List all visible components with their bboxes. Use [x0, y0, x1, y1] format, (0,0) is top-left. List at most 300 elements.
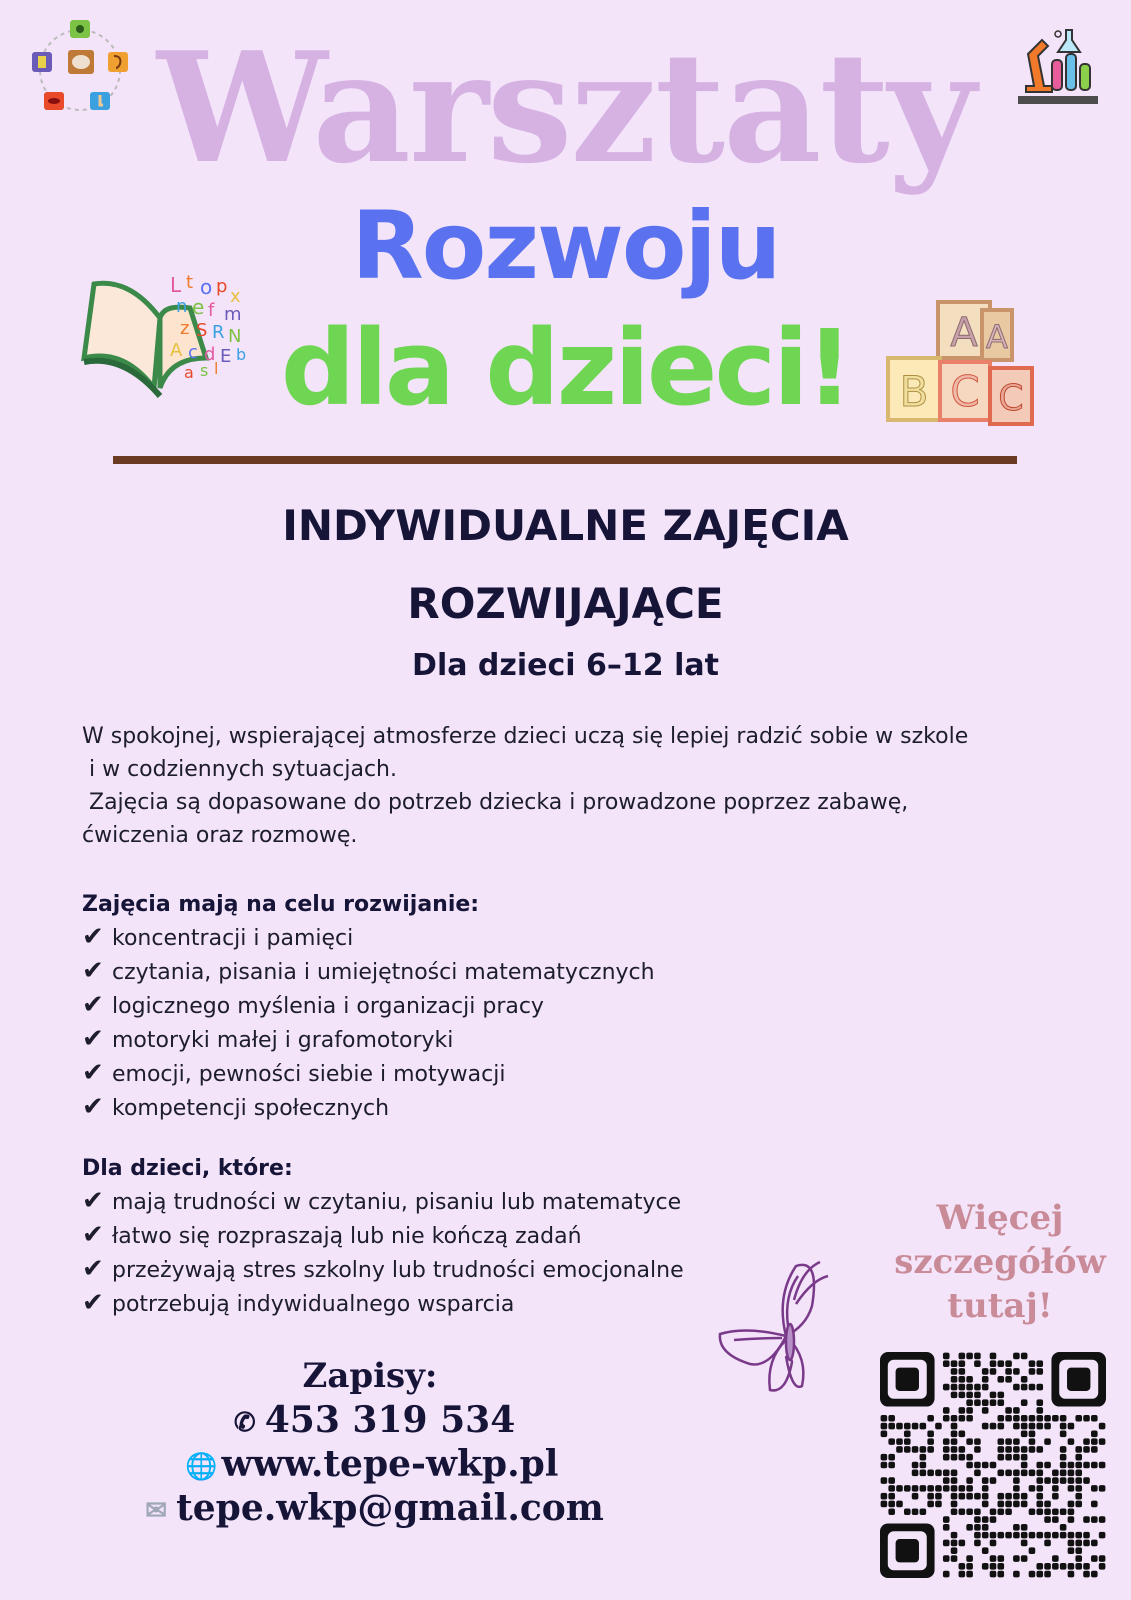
qr-module: [951, 1508, 958, 1515]
qr-module: [1060, 1563, 1067, 1570]
qr-module: [997, 1532, 1004, 1539]
qr-module: [982, 1462, 989, 1469]
qr-module: [1068, 1438, 1075, 1445]
qr-module: [1013, 1555, 1020, 1562]
checkmark-icon: ✔: [82, 1024, 104, 1054]
qr-module: [1052, 1477, 1059, 1484]
svg-text:o: o: [200, 275, 213, 299]
qr-module: [951, 1392, 958, 1399]
qr-module: [1029, 1384, 1036, 1391]
qr-module: [1068, 1462, 1075, 1469]
qr-module: [990, 1368, 997, 1375]
qr-module: [1099, 1462, 1106, 1469]
qr-module: [1005, 1454, 1012, 1461]
qr-module: [990, 1555, 997, 1562]
svg-text:e: e: [192, 295, 205, 319]
qr-module: [1044, 1415, 1051, 1422]
list-item: ✔ koncentracji i pamięci: [82, 922, 354, 952]
qr-module: [966, 1571, 973, 1578]
qr-module: [966, 1555, 973, 1562]
qr-module: [1068, 1477, 1075, 1484]
qr-module: [1091, 1501, 1098, 1508]
qr-module: [1005, 1469, 1012, 1476]
intro-line: W spokojnej, wspierającej atmosferze dzieci uczą się lepiej radzić sobie w szkole: [82, 724, 969, 749]
block-letter: A: [986, 318, 1008, 356]
qr-module: [1075, 1532, 1082, 1539]
qr-module: [997, 1446, 1004, 1453]
qr-module: [1029, 1446, 1036, 1453]
qr-module: [997, 1454, 1004, 1461]
qr-module: [966, 1462, 973, 1469]
qr-module: [974, 1438, 981, 1445]
qr-module: [990, 1462, 997, 1469]
qr-module: [1044, 1540, 1051, 1547]
qr-module: [1036, 1399, 1043, 1406]
qr-module: [888, 1454, 895, 1461]
qr-module: [1052, 1485, 1059, 1492]
qr-module: [1083, 1540, 1090, 1547]
checkmark-icon: ✔: [82, 922, 104, 952]
qr-module: [888, 1438, 895, 1445]
heading-line-2: ROZWIJAJĄCE: [407, 579, 724, 628]
qr-module: [1013, 1368, 1020, 1375]
qr-module: [1052, 1508, 1059, 1515]
qr-module: [1052, 1563, 1059, 1570]
qr-module: [997, 1501, 1004, 1508]
qr-module: [1021, 1555, 1028, 1562]
qr-module: [1036, 1501, 1043, 1508]
qr-module: [927, 1431, 934, 1438]
qr-module: [1029, 1360, 1036, 1367]
svg-text:f: f: [208, 300, 215, 321]
qr-module: [966, 1563, 973, 1570]
qr-module: [1044, 1563, 1051, 1570]
qr-module: [1068, 1508, 1075, 1515]
qr-module: [1091, 1485, 1098, 1492]
svg-text:E: E: [220, 346, 232, 367]
qr-module: [943, 1485, 950, 1492]
qr-module: [1052, 1469, 1059, 1476]
qr-module: [1036, 1571, 1043, 1578]
qr-module: [1005, 1438, 1012, 1445]
qr-module: [959, 1493, 966, 1500]
qr-module: [904, 1446, 911, 1453]
qr-module: [1029, 1532, 1036, 1539]
intro-line: Zajęcia są dopasowane do potrzeb dziecka i prowadzone poprzez zabawę,: [82, 790, 909, 815]
svg-text:t: t: [186, 272, 194, 293]
qr-module: [982, 1563, 989, 1570]
qr-module: [1044, 1477, 1051, 1484]
qr-module: [966, 1454, 973, 1461]
svg-text:m: m: [224, 304, 242, 325]
qr-module: [1083, 1571, 1090, 1578]
qr-module: [1075, 1555, 1082, 1562]
qr-module: [997, 1563, 1004, 1570]
qr-module: [1013, 1477, 1020, 1484]
qr-module: [997, 1399, 1004, 1406]
qr-module: [1013, 1384, 1020, 1391]
qr-module: [959, 1454, 966, 1461]
qr-module: [888, 1415, 895, 1422]
qr-module: [943, 1446, 950, 1453]
qr-module: [904, 1438, 911, 1445]
qr-module: [943, 1407, 950, 1414]
list-item: ✔ mają trudności w czytaniu, pisaniu lub matematyce: [82, 1186, 682, 1216]
qr-module: [959, 1415, 966, 1422]
qr-module: [974, 1508, 981, 1515]
qr-module: [982, 1407, 989, 1414]
qr-module: [966, 1353, 973, 1360]
qr-module: [943, 1477, 950, 1484]
qr-module: [966, 1524, 973, 1531]
qr-module: [1091, 1415, 1098, 1422]
qr-module: [912, 1485, 919, 1492]
qr-module: [1005, 1360, 1012, 1367]
qr-module: [1036, 1462, 1043, 1469]
svg-text:s: s: [200, 361, 209, 380]
list-item: ✔ logicznego myślenia i organizacji pracy: [82, 990, 544, 1020]
title-line-1: Warsztaty: [156, 18, 975, 197]
checkmark-icon: ✔: [82, 1254, 104, 1284]
svg-text:a: a: [184, 363, 194, 382]
qr-module: [990, 1508, 997, 1515]
qr-module: [951, 1376, 958, 1383]
qr-module: [990, 1353, 997, 1360]
qr-module: [1075, 1415, 1082, 1422]
qr-module: [943, 1438, 950, 1445]
qr-module: [943, 1384, 950, 1391]
qr-module: [1060, 1477, 1067, 1484]
qr-module: [1060, 1462, 1067, 1469]
qr-module: [1036, 1493, 1043, 1500]
qr-module: [997, 1508, 1004, 1515]
qr-module: [927, 1415, 934, 1422]
qr-finder: [896, 1539, 919, 1562]
qr-module: [1021, 1501, 1028, 1508]
qr-module: [1029, 1415, 1036, 1422]
list-item: ✔ emocji, pewności siebie i motywacji: [82, 1058, 506, 1088]
qr-module: [1083, 1462, 1090, 1469]
qr-module: [1068, 1485, 1075, 1492]
qr-module: [974, 1360, 981, 1367]
qr-module: [1013, 1501, 1020, 1508]
qr-module: [881, 1477, 888, 1484]
qr-module: [1044, 1462, 1051, 1469]
qr-module: [1021, 1469, 1028, 1476]
globe-icon: 🌐: [185, 1452, 218, 1482]
qr-module: [1005, 1493, 1012, 1500]
qr-module: [959, 1446, 966, 1453]
kids-title: Dla dzieci, które:: [82, 1156, 293, 1181]
qr-module: [982, 1547, 989, 1554]
qr-module: [1036, 1485, 1043, 1492]
qr-module: [1021, 1415, 1028, 1422]
qr-module: [1036, 1446, 1043, 1453]
qr-module: [1013, 1353, 1020, 1360]
qr-module: [1099, 1485, 1106, 1492]
qr-module: [927, 1446, 934, 1453]
qr-module: [982, 1423, 989, 1430]
qr-module: [1091, 1431, 1098, 1438]
qr-module: [1068, 1571, 1075, 1578]
qr-module: [1005, 1501, 1012, 1508]
qr-module: [1036, 1407, 1043, 1414]
qr-module: [1013, 1446, 1020, 1453]
qr-module: [990, 1571, 997, 1578]
qr-module: [1021, 1462, 1028, 1469]
qr-module: [966, 1399, 973, 1406]
qr-module: [1021, 1493, 1028, 1500]
qr-module: [966, 1392, 973, 1399]
qr-module: [974, 1399, 981, 1406]
qr-module: [1052, 1415, 1059, 1422]
checkmark-icon: ✔: [82, 990, 104, 1020]
qr-module: [1021, 1540, 1028, 1547]
qr-module: [1029, 1547, 1036, 1554]
qr-module: [1005, 1508, 1012, 1515]
intro-line: i w codziennych sytuacjach.: [82, 757, 397, 782]
qr-module: [951, 1368, 958, 1375]
qr-module: [1036, 1532, 1043, 1539]
qr-module: [959, 1431, 966, 1438]
qr-module: [966, 1477, 973, 1484]
qr-module: [904, 1423, 911, 1430]
qr-module: [881, 1423, 888, 1430]
qr-module: [888, 1501, 895, 1508]
qr-module: [951, 1446, 958, 1453]
phone-icon: ✆: [233, 1408, 256, 1438]
qr-code[interactable]: [880, 1352, 1106, 1578]
qr-module: [959, 1353, 966, 1360]
qr-module: [990, 1360, 997, 1367]
qr-module: [943, 1524, 950, 1531]
qr-module: [1060, 1524, 1067, 1531]
qr-module: [1044, 1571, 1051, 1578]
qr-module: [1013, 1454, 1020, 1461]
svg-text:c: c: [188, 342, 198, 363]
qr-module: [1083, 1446, 1090, 1453]
qr-module: [966, 1415, 973, 1422]
qr-module: [904, 1431, 911, 1438]
qr-module: [920, 1469, 927, 1476]
qr-module: [1052, 1532, 1059, 1539]
qr-module: [896, 1501, 903, 1508]
qr-module: [951, 1423, 958, 1430]
qr-module: [912, 1446, 919, 1453]
qr-module: [951, 1360, 958, 1367]
qr-module: [935, 1423, 942, 1430]
qr-module: [1075, 1485, 1082, 1492]
phone-number[interactable]: ✆ 453 319 534: [100, 1398, 640, 1445]
qr-module: [943, 1415, 950, 1422]
svg-text:b: b: [236, 345, 247, 364]
qr-module: [951, 1532, 958, 1539]
website-link[interactable]: 🌐 www.tepe-wkp.pl: [100, 1442, 640, 1489]
svg-text:L: L: [170, 273, 182, 297]
qr-finder: [896, 1368, 919, 1391]
qr-module: [951, 1547, 958, 1554]
qr-module: [1036, 1415, 1043, 1422]
qr-module: [974, 1524, 981, 1531]
qr-module: [912, 1493, 919, 1500]
qr-module: [888, 1485, 895, 1492]
qr-module: [1021, 1353, 1028, 1360]
qr-module: [1060, 1454, 1067, 1461]
checkmark-icon: ✔: [82, 1058, 104, 1088]
qr-module: [974, 1540, 981, 1547]
qr-module: [1091, 1438, 1098, 1445]
qr-module: [1075, 1563, 1082, 1570]
checkmark-icon: ✔: [82, 956, 104, 986]
qr-module: [974, 1353, 981, 1360]
qr-module: [951, 1384, 958, 1391]
qr-module: [951, 1415, 958, 1422]
svg-text:A: A: [170, 340, 183, 361]
email-link[interactable]: ✉ tepe.wkp@gmail.com: [100, 1486, 640, 1533]
qr-module: [997, 1571, 1004, 1578]
qr-module: [982, 1399, 989, 1406]
qr-module: [1013, 1571, 1020, 1578]
qr-module: [1060, 1423, 1067, 1430]
qr-module: [997, 1555, 1004, 1562]
qr-module: [997, 1438, 1004, 1445]
qr-module: [943, 1571, 950, 1578]
qr-module: [974, 1392, 981, 1399]
age-range: Dla dzieci 6–12 lat: [412, 648, 719, 683]
qr-module: [1021, 1376, 1028, 1383]
qr-module: [1021, 1524, 1028, 1531]
qr-module: [1013, 1532, 1020, 1539]
qr-module: [990, 1477, 997, 1484]
qr-module: [951, 1438, 958, 1445]
qr-module: [881, 1493, 888, 1500]
qr-module: [997, 1469, 1004, 1476]
qr-module: [1075, 1454, 1082, 1461]
qr-module: [1099, 1532, 1106, 1539]
qr-module: [959, 1368, 966, 1375]
qr-module: [1044, 1532, 1051, 1539]
qr-module: [1068, 1469, 1075, 1476]
qr-module: [974, 1493, 981, 1500]
qr-module: [1021, 1446, 1028, 1453]
qr-module: [951, 1555, 958, 1562]
checkmark-icon: ✔: [82, 1220, 104, 1250]
qr-module: [920, 1446, 927, 1453]
qr-module: [1068, 1540, 1075, 1547]
qr-module: [1075, 1469, 1082, 1476]
qr-module: [1099, 1563, 1106, 1570]
qr-module: [888, 1493, 895, 1500]
qr-module: [888, 1477, 895, 1484]
qr-module: [912, 1508, 919, 1515]
qr-module: [990, 1516, 997, 1523]
intro-paragraph: [82, 720, 1062, 852]
qr-module: [1099, 1438, 1106, 1445]
qr-module: [1091, 1446, 1098, 1453]
qr-module: [1044, 1508, 1051, 1515]
qr-module: [1044, 1501, 1051, 1508]
qr-module: [1029, 1368, 1036, 1375]
qr-module: [1091, 1571, 1098, 1578]
qr-module: [1029, 1485, 1036, 1492]
qr-module: [943, 1454, 950, 1461]
checkmark-icon: ✔: [82, 1186, 104, 1216]
qr-module: [982, 1516, 989, 1523]
qr-module: [1083, 1477, 1090, 1484]
checkmark-icon: ✔: [82, 1288, 104, 1318]
qr-module: [959, 1508, 966, 1515]
qr-module: [966, 1384, 973, 1391]
qr-module: [997, 1493, 1004, 1500]
goals-title: Zajęcia mają na celu rozwijanie:: [82, 892, 480, 917]
qr-module: [920, 1508, 927, 1515]
qr-module: [966, 1493, 973, 1500]
qr-module: [881, 1415, 888, 1422]
svg-text:R: R: [212, 322, 225, 343]
qr-module: [974, 1469, 981, 1476]
envelope-icon: ✉: [145, 1496, 168, 1526]
qr-module: [974, 1462, 981, 1469]
qr-module: [1060, 1446, 1067, 1453]
qr-module: [1005, 1415, 1012, 1422]
qr-module: [1013, 1438, 1020, 1445]
qr-module: [959, 1360, 966, 1367]
qr-module: [1075, 1493, 1082, 1500]
qr-module: [951, 1431, 958, 1438]
qr-module: [1052, 1555, 1059, 1562]
qr-module: [1005, 1407, 1012, 1414]
svg-text:N: N: [228, 326, 242, 347]
qr-module: [951, 1469, 958, 1476]
qr-module: [1091, 1540, 1098, 1547]
qr-module: [1075, 1540, 1082, 1547]
qr-module: [1083, 1438, 1090, 1445]
qr-module: [1068, 1516, 1075, 1523]
qr-module: [1068, 1563, 1075, 1570]
list-item: ✔ kompetencji społecznych: [82, 1092, 390, 1122]
qr-module: [1013, 1469, 1020, 1476]
checkmark-icon: ✔: [82, 1092, 104, 1122]
qr-module: [1013, 1423, 1020, 1430]
qr-module: [1060, 1415, 1067, 1422]
qr-module: [974, 1384, 981, 1391]
qr-module: [896, 1438, 903, 1445]
qr-module: [1021, 1423, 1028, 1430]
qr-module: [959, 1384, 966, 1391]
qr-module: [1075, 1462, 1082, 1469]
qr-module: [896, 1423, 903, 1430]
qr-module: [1068, 1547, 1075, 1554]
qr-module: [959, 1571, 966, 1578]
qr-module: [1036, 1477, 1043, 1484]
list-item: ✔ łatwo się rozpraszają lub nie kończą zadań: [82, 1220, 582, 1250]
qr-module: [1036, 1469, 1043, 1476]
qr-module: [1021, 1399, 1028, 1406]
qr-module: [881, 1454, 888, 1461]
qr-module: [881, 1431, 888, 1438]
goals-section: [82, 888, 1062, 1125]
qr-module: [1099, 1423, 1106, 1430]
qr-module: [927, 1469, 934, 1476]
qr-module: [990, 1399, 997, 1406]
qr-module: [920, 1454, 927, 1461]
svg-text:n: n: [176, 296, 188, 317]
qr-module: [1036, 1508, 1043, 1515]
qr-module: [1005, 1532, 1012, 1539]
qr-module: [951, 1477, 958, 1484]
qr-module: [1044, 1423, 1051, 1430]
qr-module: [920, 1462, 927, 1469]
